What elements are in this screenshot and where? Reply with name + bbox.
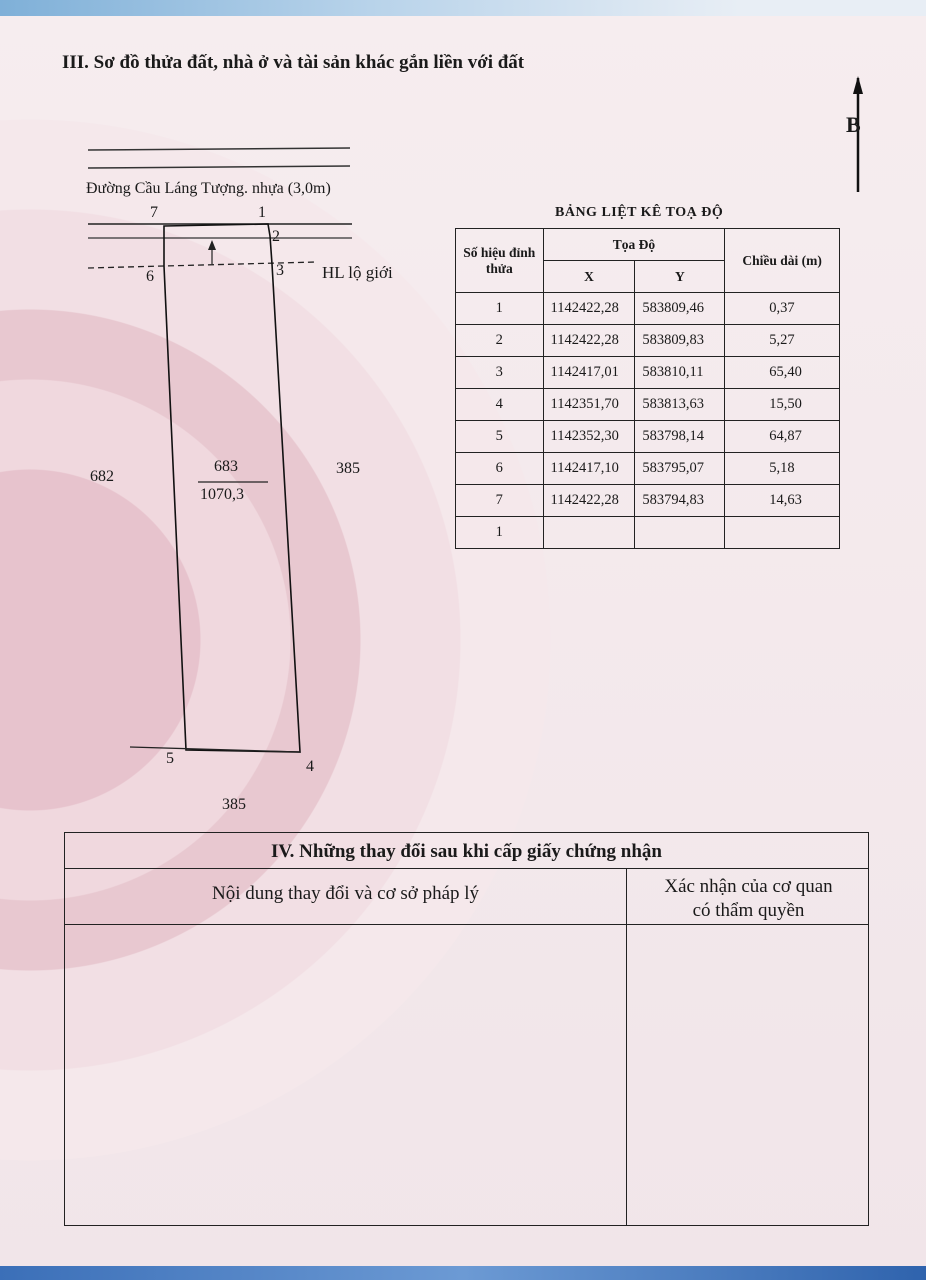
cell-point: 3: [456, 357, 544, 389]
cell-y: 583810,11: [635, 357, 725, 389]
header-point: Số hiệu đỉnh thửa: [456, 229, 544, 293]
cell-y: 583813,63: [635, 389, 725, 421]
cell-length: [725, 517, 840, 549]
road-label: Đường Cầu Láng Tượng. nhựa (3,0m): [86, 180, 331, 197]
section-3-title: III. Sơ đồ thửa đất, nhà ở và tài sản khác gắn liền với đất: [62, 52, 525, 73]
table-row: [456, 325, 840, 357]
parcel-diagram: [0, 140, 430, 830]
cell-length: 5,18: [725, 453, 840, 485]
cell-point: 4: [456, 389, 544, 421]
cell-y: 583795,07: [635, 453, 725, 485]
north-arrow: [838, 76, 878, 196]
point-3-label: 3: [276, 262, 284, 279]
point-1-label: 1: [258, 204, 266, 221]
cell-y: 583809,46: [635, 293, 725, 325]
table-row: [456, 357, 840, 389]
authority-header-line-2: có thẩm quyền: [692, 900, 805, 921]
left-neighbor-label: 682: [90, 468, 114, 485]
point-5-label: 5: [166, 750, 174, 767]
access-arrow-head: [208, 240, 216, 250]
cell-x: 1142417,01: [543, 357, 635, 389]
coord-table-title: BẢNG LIỆT KÊ TOẠ ĐỘ: [555, 205, 724, 220]
parcel-drawing: [0, 140, 430, 830]
header-x: X: [543, 261, 635, 293]
cell-point: 1: [456, 293, 544, 325]
coordinate-table: [455, 228, 840, 549]
road-line-top: [88, 148, 350, 150]
right-neighbor-label: 385: [336, 460, 360, 477]
cell-x: 1142422,28: [543, 293, 635, 325]
photo-edge-top: [0, 0, 926, 16]
table-row: [456, 389, 840, 421]
north-label: B: [846, 112, 861, 137]
hl-label: HL lộ giới: [322, 263, 393, 282]
cell-length: 64,87: [725, 421, 840, 453]
point-6-label: 6: [146, 268, 154, 285]
point-2-label: 2: [272, 228, 280, 245]
cell-point: 2: [456, 325, 544, 357]
authority-confirmation-header: [627, 875, 870, 923]
bottom-neighbor-label: 385: [222, 796, 246, 813]
cell-length: 0,37: [725, 293, 840, 325]
header-coord: Tọa Độ: [543, 229, 725, 261]
table-row: [456, 293, 840, 325]
cell-y: 583809,83: [635, 325, 725, 357]
cell-length: 14,63: [725, 485, 840, 517]
header-length: Chiều dài (m): [725, 229, 840, 293]
table-row: [456, 453, 840, 485]
cell-x: 1142352,30: [543, 421, 635, 453]
cell-length: 65,40: [725, 357, 840, 389]
table-row: [456, 485, 840, 517]
section-4-table: [64, 832, 869, 1226]
cell-x: 1142417,10: [543, 453, 635, 485]
point-4-label: 4: [306, 758, 314, 775]
cell-y: 583798,14: [635, 421, 725, 453]
photo-edge-bottom: [0, 1266, 926, 1280]
road-line-mid: [88, 166, 350, 168]
table-row: [456, 517, 840, 549]
cell-x: 1142351,70: [543, 389, 635, 421]
cell-length: 15,50: [725, 389, 840, 421]
change-content-header: Nội dung thay đổi và cơ sở pháp lý: [211, 883, 480, 904]
cell-y: 583794,83: [635, 485, 725, 517]
section-4-title: IV. Những thay đổi sau khi cấp giấy chứng nhận: [65, 833, 868, 869]
cell-point: 5: [456, 421, 544, 453]
cell-x: 1142422,28: [543, 485, 635, 517]
cell-x: [543, 517, 635, 549]
header-y: Y: [635, 261, 725, 293]
cell-point: 6: [456, 453, 544, 485]
point-7-label: 7: [150, 204, 158, 221]
cell-point: 1: [456, 517, 544, 549]
parcel-area: 1070,3: [200, 486, 244, 503]
cell-x: 1142422,28: [543, 325, 635, 357]
table-row: [456, 421, 840, 453]
authority-header-line-1: Xác nhận của cơ quan: [664, 876, 833, 897]
cell-y: [635, 517, 725, 549]
cell-point: 7: [456, 485, 544, 517]
cell-length: 5,27: [725, 325, 840, 357]
parcel-number: 683: [214, 458, 238, 475]
